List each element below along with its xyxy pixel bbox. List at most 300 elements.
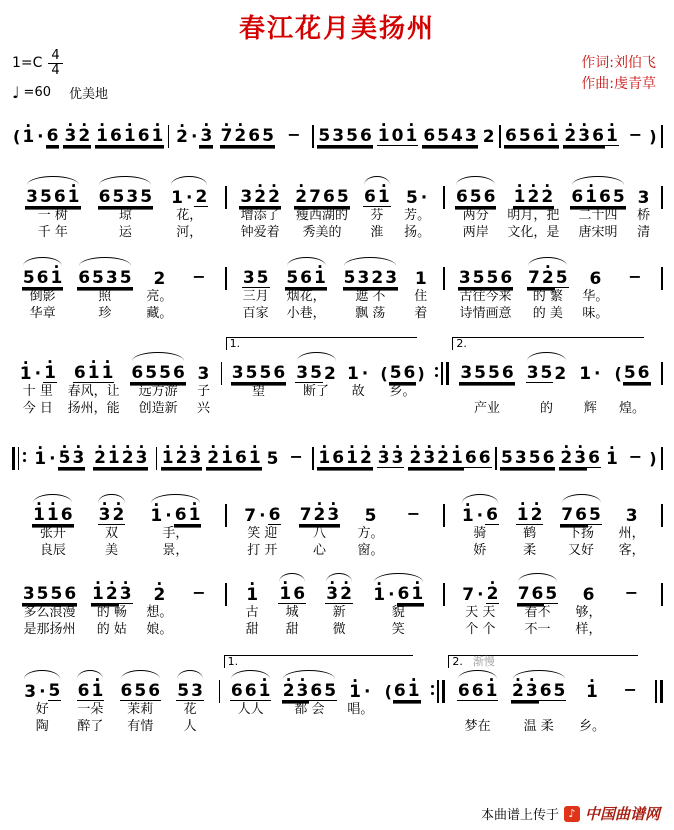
- lyric-syllable: 两分: [462, 208, 489, 223]
- lyric-syllable: 心: [312, 543, 326, 558]
- lyric-syllable: 城: [285, 605, 299, 620]
- note-group: [239, 174, 281, 207]
- beat-column: [579, 668, 605, 735]
- jianpu-note: 5: [245, 363, 258, 383]
- jianpu-note: 6: [36, 268, 49, 288]
- barline: [660, 504, 665, 527]
- jianpu-note: 5: [256, 268, 269, 288]
- lyric-syllable: 着: [414, 306, 428, 321]
- measure: [10, 113, 166, 146]
- jianpu-note: · 1: [33, 451, 47, 468]
- beat-column: [377, 113, 419, 146]
- jianpu-note: 6: [531, 584, 544, 604]
- beat-column: [379, 350, 425, 417]
- jianpu-note: 6: [110, 126, 122, 146]
- jianpu-note: 6: [359, 126, 372, 146]
- lyric-syllable: 样，: [575, 622, 602, 637]
- jianpu-note: · 2: [530, 507, 544, 525]
- note-group: [294, 174, 349, 207]
- beat-column: [239, 174, 281, 241]
- jianpu-note: 3: [460, 363, 473, 383]
- jianpu-note: · 3: [71, 450, 85, 468]
- lyric-syllable: 天 天: [465, 605, 496, 620]
- jianpu-note: 6: [53, 187, 66, 207]
- lyric-syllable: 兴: [196, 401, 210, 416]
- time-denominator: 4: [51, 62, 60, 78]
- lyric-syllable: 甜: [285, 622, 299, 637]
- note-group: [504, 113, 559, 146]
- note-group: [130, 350, 185, 383]
- jianpu-note: · 1: [605, 451, 619, 468]
- jianpu-note: 6: [322, 187, 335, 207]
- duration-dash: −: [628, 447, 643, 466]
- tempo-value: =60: [23, 85, 51, 101]
- jianpu-note: 6: [486, 505, 498, 525]
- jianpu-note: · 1: [50, 270, 64, 288]
- note-group: [77, 255, 132, 288]
- note-group: [377, 113, 419, 146]
- lyric-syllable: 貌: [391, 605, 405, 620]
- beat-column: [563, 113, 618, 146]
- beat-column: [186, 255, 211, 322]
- note-group: [622, 255, 647, 288]
- lyric-syllable: 桥: [637, 208, 651, 223]
- note-group: [325, 571, 353, 604]
- beat-column: [500, 435, 555, 468]
- jianpu-note: 6: [131, 363, 144, 383]
- lyric-syllable: 景，: [162, 543, 189, 558]
- jianpu-note: · 2: [175, 129, 189, 146]
- measure: [446, 492, 660, 559]
- jianpu-note: 5: [119, 268, 132, 288]
- jianpu-note: · 3: [296, 683, 310, 701]
- jianpu-note: 6: [60, 505, 73, 525]
- jianpu-note: · 7: [220, 128, 234, 146]
- time-signature: [48, 49, 62, 77]
- jianpu-note: 6: [248, 126, 261, 146]
- note-group: [220, 113, 275, 146]
- jianpu-note: 5: [177, 681, 190, 701]
- lyric-syllable: 手，: [162, 526, 189, 541]
- jianpu-note: · 1: [317, 450, 331, 468]
- note-group: [461, 571, 499, 604]
- beat-column: [170, 174, 208, 241]
- measure: [10, 350, 219, 417]
- jianpu-note: 6: [148, 681, 161, 701]
- lyric-syllable: 小巷，: [286, 306, 326, 321]
- jianpu-note: 6: [244, 681, 257, 701]
- jianpu-note: 6: [500, 268, 513, 288]
- lyric-syllable: 增添了: [240, 208, 280, 223]
- lyric-syllable: 子: [196, 384, 210, 399]
- beat-column: [526, 350, 568, 417]
- beat-column: [146, 571, 172, 638]
- notation-system-6: [8, 492, 666, 559]
- lyric-syllable: 百家: [242, 306, 269, 321]
- jianpu-note: 6: [505, 126, 517, 146]
- jianpu-note: · 3: [377, 450, 391, 468]
- jianpu-note: 3: [514, 448, 527, 468]
- jianpu-note: · 1: [546, 128, 560, 146]
- jianpu-note: 6: [137, 126, 150, 146]
- jianpu-note: · 2: [175, 450, 189, 468]
- lyric-syllable: 是那扬州: [23, 622, 76, 637]
- note-group: [457, 668, 499, 701]
- jianpu-note: 5: [343, 268, 356, 288]
- jianpu-note: 5: [324, 681, 337, 701]
- lyric-syllable: 乡。: [578, 719, 605, 734]
- lyric-syllable: 打 开: [247, 543, 278, 558]
- parenthesis: (: [13, 127, 21, 147]
- jianpu-note: · 1: [151, 128, 165, 146]
- note-group: [526, 350, 568, 383]
- jianpu-note: 6: [230, 681, 243, 701]
- lyric-syllable: 辉: [583, 401, 597, 416]
- song-title: 春江花月美扬州: [238, 14, 435, 44]
- note-group: [582, 571, 596, 604]
- note-group: [401, 492, 426, 525]
- lyric-syllable: 又好: [568, 543, 595, 558]
- beat-column: [32, 492, 74, 559]
- jianpu-note: 5: [469, 187, 482, 207]
- note-group: [176, 668, 204, 701]
- jianpu-note: 5: [364, 506, 377, 526]
- beat-column: [230, 668, 272, 735]
- jianpu-note: · 1: [485, 683, 499, 701]
- system-gap: [8, 241, 666, 255]
- note-group: [245, 571, 259, 604]
- barline: [654, 680, 665, 703]
- jianpu-note: · 2: [559, 450, 573, 468]
- beat-column: [575, 571, 601, 638]
- lyric-syllable: 今 日: [22, 401, 53, 416]
- lyric-syllable: 倒影: [29, 289, 56, 304]
- lyric-syllable: 住: [414, 289, 428, 304]
- lyric-syllable: 的 姑: [96, 622, 127, 637]
- barline: [660, 583, 665, 606]
- barline: [10, 447, 28, 470]
- beat-column: [377, 435, 405, 468]
- beat-column: [175, 113, 213, 146]
- jianpu-note: · 2: [526, 189, 540, 207]
- jianpu-note: · 3: [135, 450, 149, 468]
- measure: [315, 435, 493, 468]
- beat-column: [422, 113, 477, 146]
- beat-column: [623, 113, 658, 146]
- note-group: [317, 113, 372, 146]
- jianpu-note: 3: [105, 268, 118, 288]
- jianpu-note: 3: [385, 268, 398, 288]
- note-group: [422, 113, 477, 146]
- jianpu-note: 5: [528, 448, 541, 468]
- jianpu-note: · 1: [377, 189, 391, 207]
- beat-column: [149, 492, 201, 559]
- duration-dash: −: [287, 125, 301, 144]
- note-group: [243, 492, 281, 525]
- lyric-syllable: 醉了: [77, 719, 104, 734]
- jianpu-note: · 1: [43, 365, 57, 383]
- note-group: [98, 174, 153, 207]
- duration-dash: −: [628, 267, 642, 286]
- composer-credit: 作曲:虔青草: [581, 76, 656, 92]
- jianpu-note: · 3: [98, 507, 112, 525]
- jianpu-note: 5: [39, 187, 52, 207]
- lyric-syllable: 不一: [524, 622, 551, 637]
- beat-column: [482, 113, 496, 146]
- jianpu-note: 6: [599, 187, 611, 207]
- jianpu-note: · 1: [313, 270, 327, 288]
- lyric-syllable: 下扬: [568, 526, 595, 541]
- jianpu-note: · 1: [95, 128, 109, 146]
- repeat-dots: [431, 685, 434, 695]
- note-group: [33, 435, 85, 468]
- beat-column: [461, 492, 499, 559]
- jianpu-note: · 1: [585, 684, 599, 701]
- beat-column: [19, 350, 57, 417]
- jianpu-note: 5: [310, 363, 322, 383]
- barline: [660, 447, 665, 470]
- lyric-syllable: 遮 不: [355, 289, 386, 304]
- jianpu-note: 3: [242, 268, 255, 288]
- beat-column: [68, 350, 120, 417]
- jianpu-note: 6: [234, 448, 247, 468]
- beat-column: [357, 492, 383, 559]
- beat-column: [23, 668, 61, 735]
- volta-label: 1.: [227, 655, 239, 668]
- measure: [498, 435, 659, 468]
- lyric-syllable: 新: [332, 605, 346, 620]
- jianpu-note: 5: [540, 363, 553, 383]
- lyric-syllable: 八: [312, 526, 326, 541]
- jianpu-note: 5: [48, 681, 61, 701]
- augmentation-dot: ·: [39, 682, 46, 702]
- note-group: [482, 113, 496, 146]
- note-group: [614, 350, 651, 383]
- beat-column: [619, 492, 645, 559]
- beat-column: [347, 668, 373, 735]
- beat-column: [91, 571, 133, 638]
- note-group: [197, 350, 211, 383]
- measure: [446, 655, 653, 735]
- jianpu-note: 6: [457, 681, 470, 701]
- jianpu-note: 5: [486, 268, 499, 288]
- jianpu-note: 0: [391, 126, 404, 146]
- beat-column: [457, 668, 499, 735]
- note-group: [364, 492, 378, 525]
- jianpu-note: 5: [588, 505, 601, 525]
- jianpu-note: 3: [332, 126, 345, 146]
- jianpu-note: 3: [191, 681, 203, 701]
- note-group: [12, 113, 59, 146]
- beat-column: [504, 113, 559, 146]
- note-group: [295, 350, 337, 383]
- note-group: [414, 255, 428, 288]
- note-group: [625, 492, 639, 525]
- lyric-syllable: 甜: [245, 622, 259, 637]
- lyric-syllable: 扬。: [404, 225, 431, 240]
- beat-column: [242, 255, 270, 322]
- note-group: [152, 255, 166, 288]
- site-logo-icon: ♪: [564, 806, 580, 822]
- jianpu-note: 3: [26, 187, 38, 207]
- jianpu-note: 5: [437, 126, 449, 146]
- jianpu-note: 3: [22, 584, 35, 604]
- jianpu-note: 6: [471, 681, 484, 701]
- beat-column: [578, 350, 602, 417]
- jianpu-note: · 5: [58, 450, 72, 468]
- jianpu-note: 3: [126, 187, 139, 207]
- parenthesis: (: [614, 364, 622, 384]
- lyric-syllable: 明月，把: [507, 208, 560, 223]
- augmentation-dot: ·: [364, 682, 371, 702]
- note-group: [19, 350, 57, 383]
- parenthesis: ): [417, 364, 425, 384]
- jianpu-note: 3: [637, 188, 650, 208]
- jianpu-note: 6: [98, 187, 111, 207]
- augmentation-dot: ·: [190, 127, 198, 147]
- note-group: [588, 255, 602, 288]
- jianpu-note: · 2: [294, 189, 308, 207]
- lyric-syllable: 笑 迎: [247, 526, 278, 541]
- jianpu-note: 5: [140, 187, 153, 207]
- jianpu-note: 5: [555, 268, 568, 288]
- jianpu-note: 6: [637, 363, 650, 383]
- jianpu-note: · 2: [313, 507, 327, 525]
- beat-column: [614, 350, 651, 417]
- repeat-dots: [435, 367, 438, 377]
- jianpu-note: · 1: [605, 128, 619, 146]
- volta-label: 1.: [229, 337, 241, 350]
- jianpu-note: · 1: [91, 586, 105, 604]
- jianpu-note: · 2: [267, 189, 281, 207]
- notation-system-7: [8, 571, 666, 638]
- measure: [446, 255, 660, 322]
- lyric-syllable: 瘦西湖的: [295, 208, 348, 223]
- jianpu-note: · 1: [372, 587, 386, 604]
- note-group: [560, 492, 602, 525]
- jianpu-note: · 1: [46, 507, 60, 525]
- notation-system-8: [8, 655, 666, 735]
- note-group: [281, 113, 306, 146]
- jianpu-note: 5: [145, 363, 158, 383]
- jianpu-note: 5: [545, 584, 558, 604]
- jianpu-note: 6: [478, 448, 491, 468]
- lyric-syllable: 河，: [176, 225, 203, 240]
- beat-column: [243, 492, 281, 559]
- barline: [660, 362, 665, 385]
- lyric-syllable: 花，: [176, 208, 203, 223]
- beat-column: [299, 492, 341, 559]
- beat-column: [77, 668, 105, 735]
- note-group: [623, 435, 658, 468]
- lyric-syllable: 个 个: [465, 622, 496, 637]
- note-group: [242, 255, 270, 288]
- beat-column: [408, 435, 491, 468]
- beat-column: [161, 435, 203, 468]
- lyric-syllable: 陶: [35, 719, 49, 734]
- note-group: [98, 492, 126, 525]
- jianpu-note: · 2: [486, 586, 500, 604]
- note-group: [384, 668, 421, 701]
- jianpu-note: 5: [50, 584, 63, 604]
- jianpu-note: · 1: [278, 586, 292, 604]
- jianpu-note: · 2: [112, 507, 126, 525]
- measure: [159, 435, 311, 468]
- jianpu-note: 5: [262, 126, 274, 146]
- lyric-syllable: 一朵: [77, 702, 104, 717]
- lyric-syllable: 断了: [303, 384, 330, 399]
- note-group: [459, 350, 514, 383]
- jianpu-note: · 2: [540, 189, 554, 207]
- jianpu-note: 6: [172, 363, 185, 383]
- jianpu-note: · 1: [404, 128, 418, 146]
- jianpu-note: · 1: [410, 586, 424, 604]
- jianpu-note: 7: [517, 584, 530, 604]
- beat-column: [22, 255, 64, 322]
- note-group: [175, 113, 213, 146]
- note-group: [186, 571, 211, 604]
- note-group: [348, 668, 372, 701]
- lyric-syllable: 千 年: [37, 225, 68, 240]
- jianpu-note: · 2: [105, 586, 119, 604]
- lyric-syllable: 微: [332, 622, 346, 637]
- jianpu-note: 1: [346, 364, 359, 384]
- measure: [10, 492, 224, 559]
- jianpu-note: 6: [455, 187, 468, 207]
- jianpu-note: 5: [92, 268, 104, 288]
- note-group: [317, 435, 372, 468]
- jianpu-note: 6: [73, 363, 86, 383]
- beat-column: [12, 113, 59, 146]
- note-group: [285, 255, 327, 288]
- jianpu-note: 5: [346, 126, 358, 146]
- jianpu-note: · 2: [541, 270, 555, 288]
- jianpu-note: 7: [309, 187, 321, 207]
- note-group: [93, 435, 148, 468]
- note-group: [578, 350, 602, 383]
- lyric-syllable: 看不: [524, 605, 551, 620]
- note-group: [458, 255, 513, 288]
- lyric-syllable: 良辰: [39, 543, 66, 558]
- jianpu-note: 5: [318, 126, 331, 146]
- beat-column: [516, 492, 544, 559]
- duration-dash: −: [624, 583, 639, 602]
- measure: [228, 255, 442, 322]
- augmentation-dot: ·: [388, 585, 395, 605]
- lyricist-credit: 作词:刘伯飞: [581, 55, 656, 71]
- beat-column: [77, 255, 132, 322]
- beat-column: [95, 113, 164, 146]
- note-group: [500, 435, 555, 468]
- measure: [224, 337, 433, 417]
- beat-column: [282, 668, 337, 735]
- system-gap: [8, 148, 666, 174]
- note-group: [455, 174, 497, 207]
- jianpu-note: · 2: [121, 450, 135, 468]
- lyric-syllable: 好: [35, 702, 49, 717]
- lyric-syllable: 乡。: [389, 384, 416, 399]
- beat-column: [278, 571, 306, 638]
- jianpu-note: · 3: [573, 450, 587, 468]
- jianpu-note: 6: [571, 187, 584, 207]
- note-group: [63, 113, 91, 146]
- beat-column: [130, 350, 185, 417]
- measure: [10, 571, 224, 638]
- lyric-syllable: 州，: [618, 526, 645, 541]
- jianpu-note: · 3: [422, 450, 436, 468]
- note-group: [619, 571, 644, 604]
- duration-dash: −: [192, 583, 206, 602]
